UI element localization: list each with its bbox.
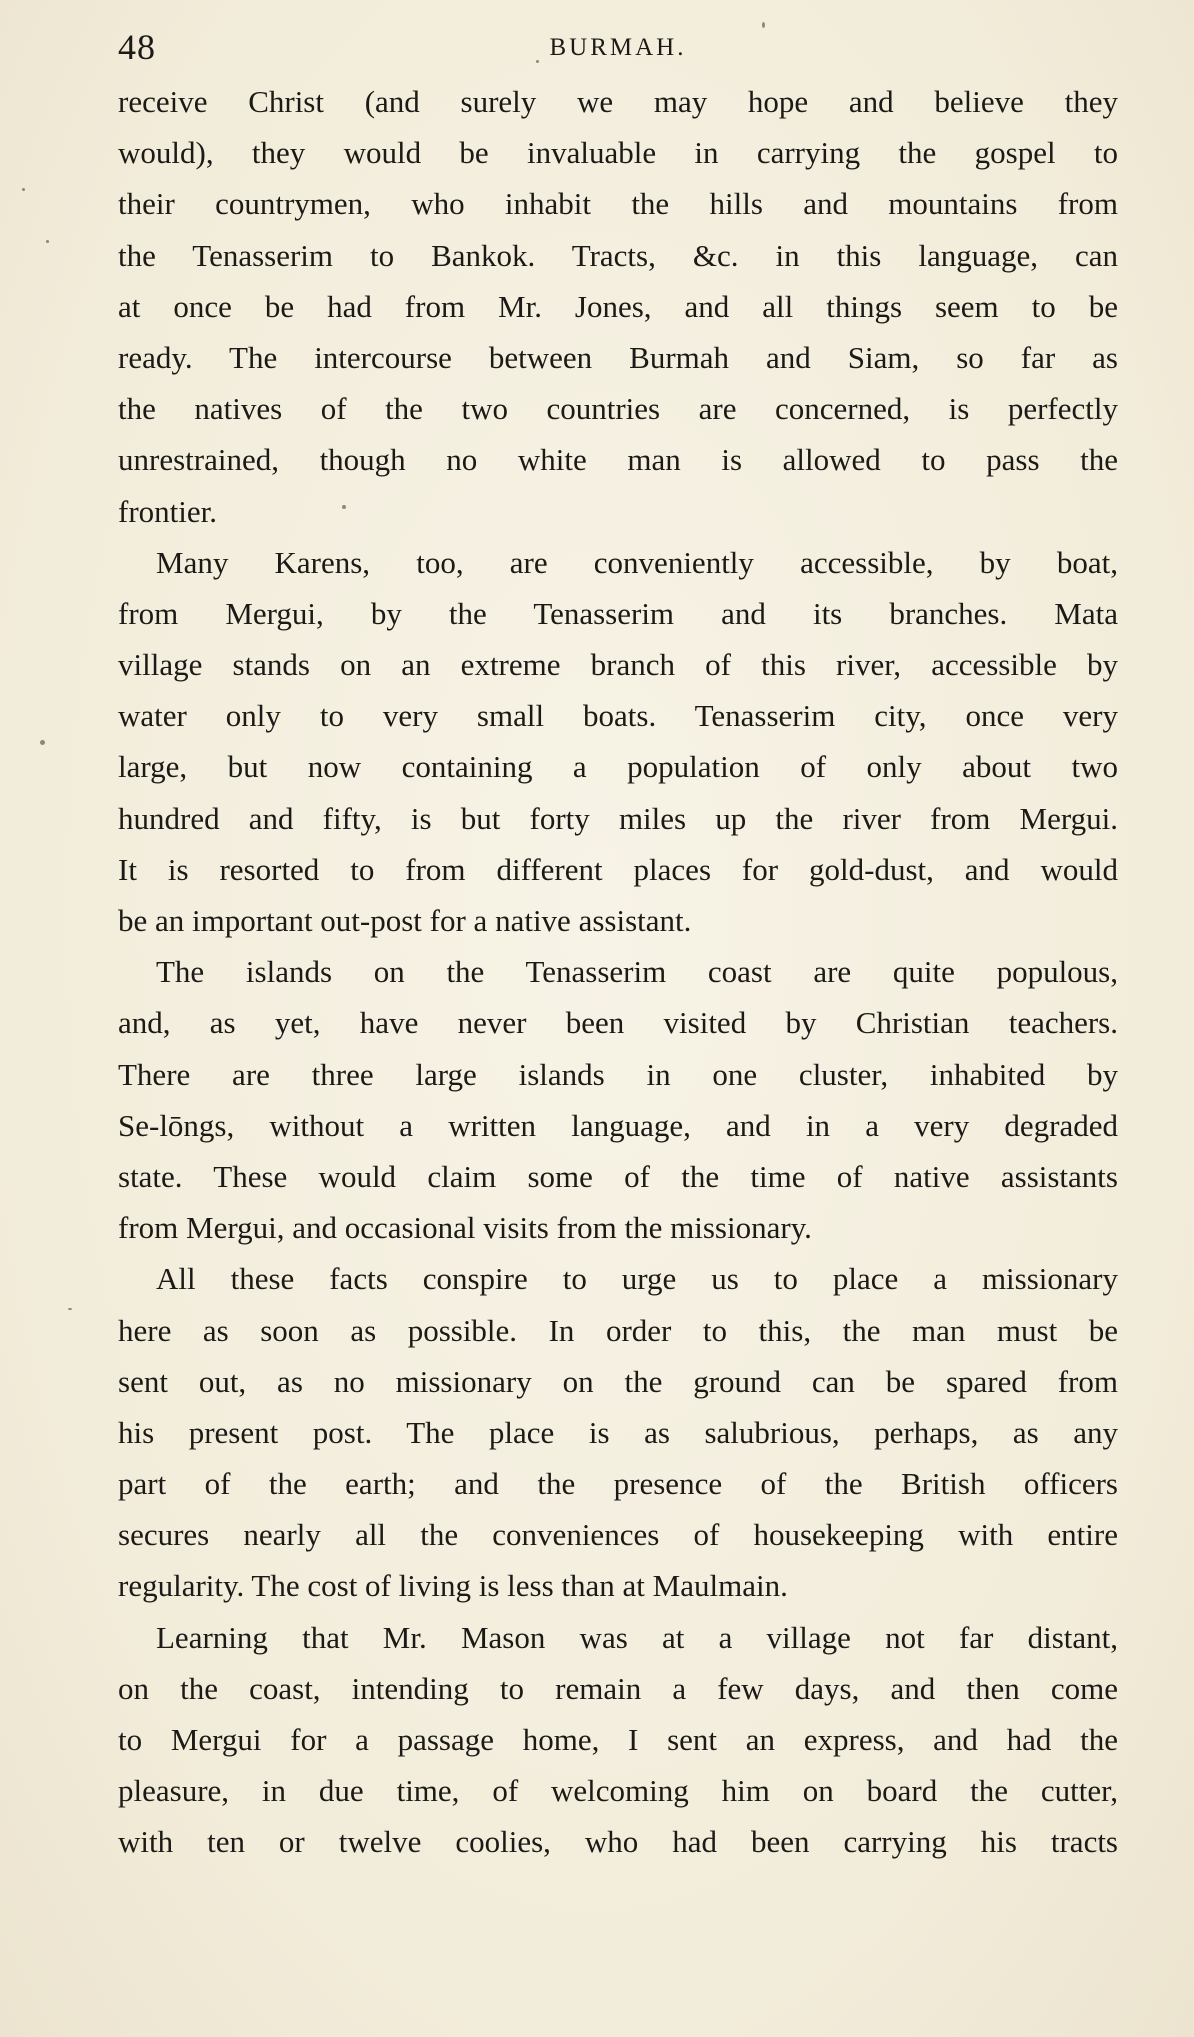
text-line: the Tenasserim to Bankok. Tracts, &c. in this language, can xyxy=(118,237,1118,273)
text-line: secures nearly all the conveniences of housekeeping with entire xyxy=(118,1517,1118,1553)
running-head: BURMAH. xyxy=(549,34,687,61)
text-line: part of the earth; and the presence of the British officers xyxy=(118,1466,1118,1502)
text-line: from Mergui, by the Tenasserim and its branches. Mata xyxy=(118,595,1118,631)
text-line: sent out, as no missionary on the ground can be spared from xyxy=(118,1363,1118,1399)
text-line: hundred and fifty, is but forty miles up the river from Mergui. xyxy=(118,800,1118,836)
text-line: the natives of the two countries are concerned, is perfectly xyxy=(118,391,1118,427)
text-line: ready. The intercourse between Burmah and Siam, so far as xyxy=(118,339,1118,375)
text-line: regularity. The cost of living is less than at Maulmain. xyxy=(118,1568,788,1604)
page-number: 48 xyxy=(118,27,156,67)
text-line: from Mergui, and occasional visits from the missionary. xyxy=(118,1210,812,1246)
text-line: at once be had from Mr. Jones, and all things seem to be xyxy=(118,288,1118,324)
text-line: their countrymen, who inhabit the hills and mountains from xyxy=(118,186,1118,222)
body-text xyxy=(118,76,1118,1868)
text-line: village stands on an extreme branch of this river, accessible by xyxy=(118,647,1118,683)
text-line: his present post. The place is as salubrious, perhaps, as any xyxy=(118,1414,1118,1450)
text-line: Se-lōngs, without a written language, and in a very degraded xyxy=(118,1107,1118,1143)
text-line: Learning that Mr. Mason was at a village not far distant, xyxy=(156,1619,1118,1655)
text-line: There are three large islands in one cluster, inhabited by xyxy=(118,1056,1118,1092)
text-line: pleasure, in due time, of welcoming him on board the cutter, xyxy=(118,1773,1118,1809)
text-line: to Mergui for a passage home, I sent an express, and had the xyxy=(118,1722,1118,1757)
text-line: and, as yet, have never been visited by Christian teachers. xyxy=(118,1005,1118,1041)
text-line: frontier. xyxy=(118,493,217,529)
text-line: be an important out-post for a native assistant. xyxy=(118,903,692,938)
text-line: Many Karens, too, are conveniently accessible, by boat, xyxy=(156,544,1118,580)
page-header xyxy=(118,18,1118,78)
text-line: here as soon as possible. In order to this, the man must be xyxy=(118,1312,1118,1348)
text-line: It is resorted to from different places for gold-dust, and would xyxy=(118,851,1118,887)
text-line: The islands on the Tenasserim coast are quite populous, xyxy=(156,954,1118,990)
text-line: with ten or twelve coolies, who had been carrying his tracts xyxy=(118,1824,1118,1860)
text-line: unrestrained, though no white man is allowed to pass the xyxy=(118,442,1118,478)
text-line: receive Christ (and surely we may hope and believe they xyxy=(118,84,1118,119)
text-line: water only to very small boats. Tenasserim city, once very xyxy=(118,698,1118,734)
text-line: All these facts conspire to urge us to place a missionary xyxy=(156,1261,1118,1297)
text-line: large, but now containing a population of only about two xyxy=(118,749,1118,785)
text-line: on the coast, intending to remain a few days, and then come xyxy=(118,1670,1118,1706)
text-line: would), they would be invaluable in carrying the gospel to xyxy=(118,135,1118,171)
text-line: state. These would claim some of the time of native assistants xyxy=(118,1158,1118,1194)
